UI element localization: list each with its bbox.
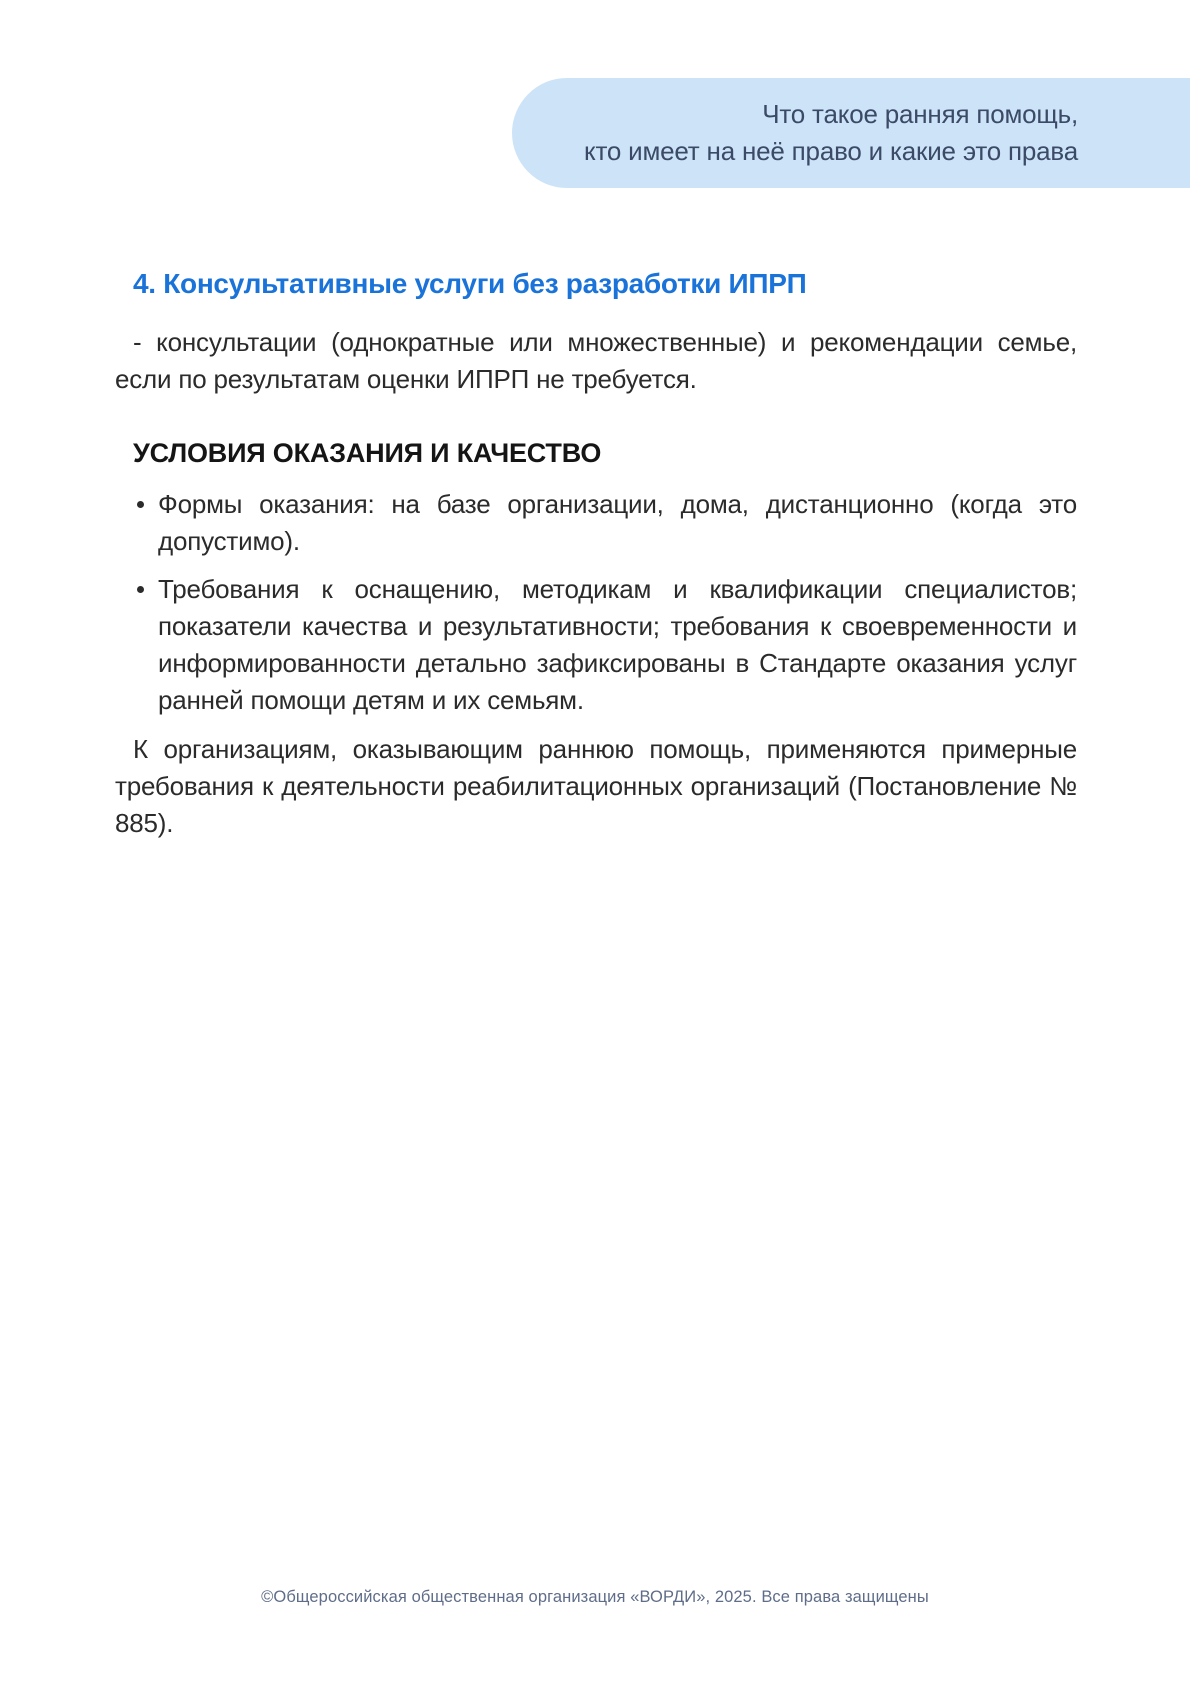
footer-copyright: ©Общероссийская общественная организация «ВОРДИ», 2025. Все права защищены [261, 1588, 929, 1606]
header-banner-line-1: Что такое ранняя помощь, [762, 99, 1078, 129]
intro-paragraph: - консультации (однократные или множественные) и рекомендации семье, если по результатам оценки ИПРП не требуется. [115, 327, 1077, 394]
bullet-text: Требования к оснащению, методикам и квалификации специалистов; показатели качества и результативности; требования к своевременности и информированности детально зафиксированы в Стандарте оказания услуг ранней помощи детям и их семьям. [158, 574, 1077, 715]
header-banner-line-2: кто имеет на неё право и какие это права [583, 136, 1078, 166]
section-heading: 4. Консультативные услуги без разработки ИПРП [133, 268, 807, 299]
bullet-icon [137, 586, 144, 593]
bullet-icon [137, 501, 144, 508]
list-item [115, 486, 1077, 560]
conditions-bullet-list [115, 486, 1077, 730]
bullet-text: Формы оказания: на базе организации, дома, дистанционно (когда это допустимо). [158, 489, 1077, 556]
closing-paragraph: К организациям, оказывающим раннюю помощь, применяются примерные требования к деятельности реабилитационных организаций (Постановление № 885). [115, 734, 1077, 838]
conditions-subheading: УСЛОВИЯ ОКАЗАНИЯ И КАЧЕСТВО [133, 438, 602, 468]
header-banner [512, 78, 1190, 188]
list-item [115, 571, 1077, 719]
